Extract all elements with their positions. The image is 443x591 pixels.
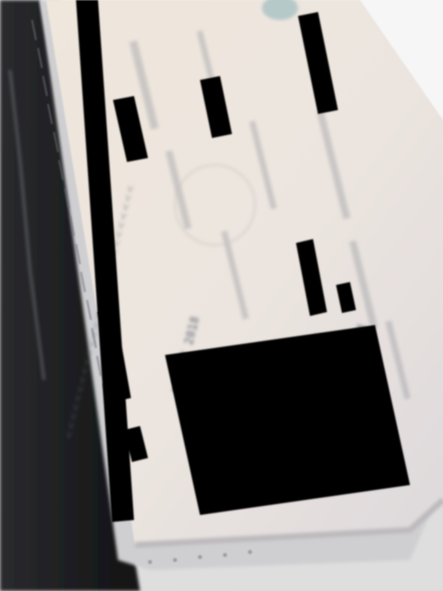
redaction-photo-block	[165, 325, 410, 515]
